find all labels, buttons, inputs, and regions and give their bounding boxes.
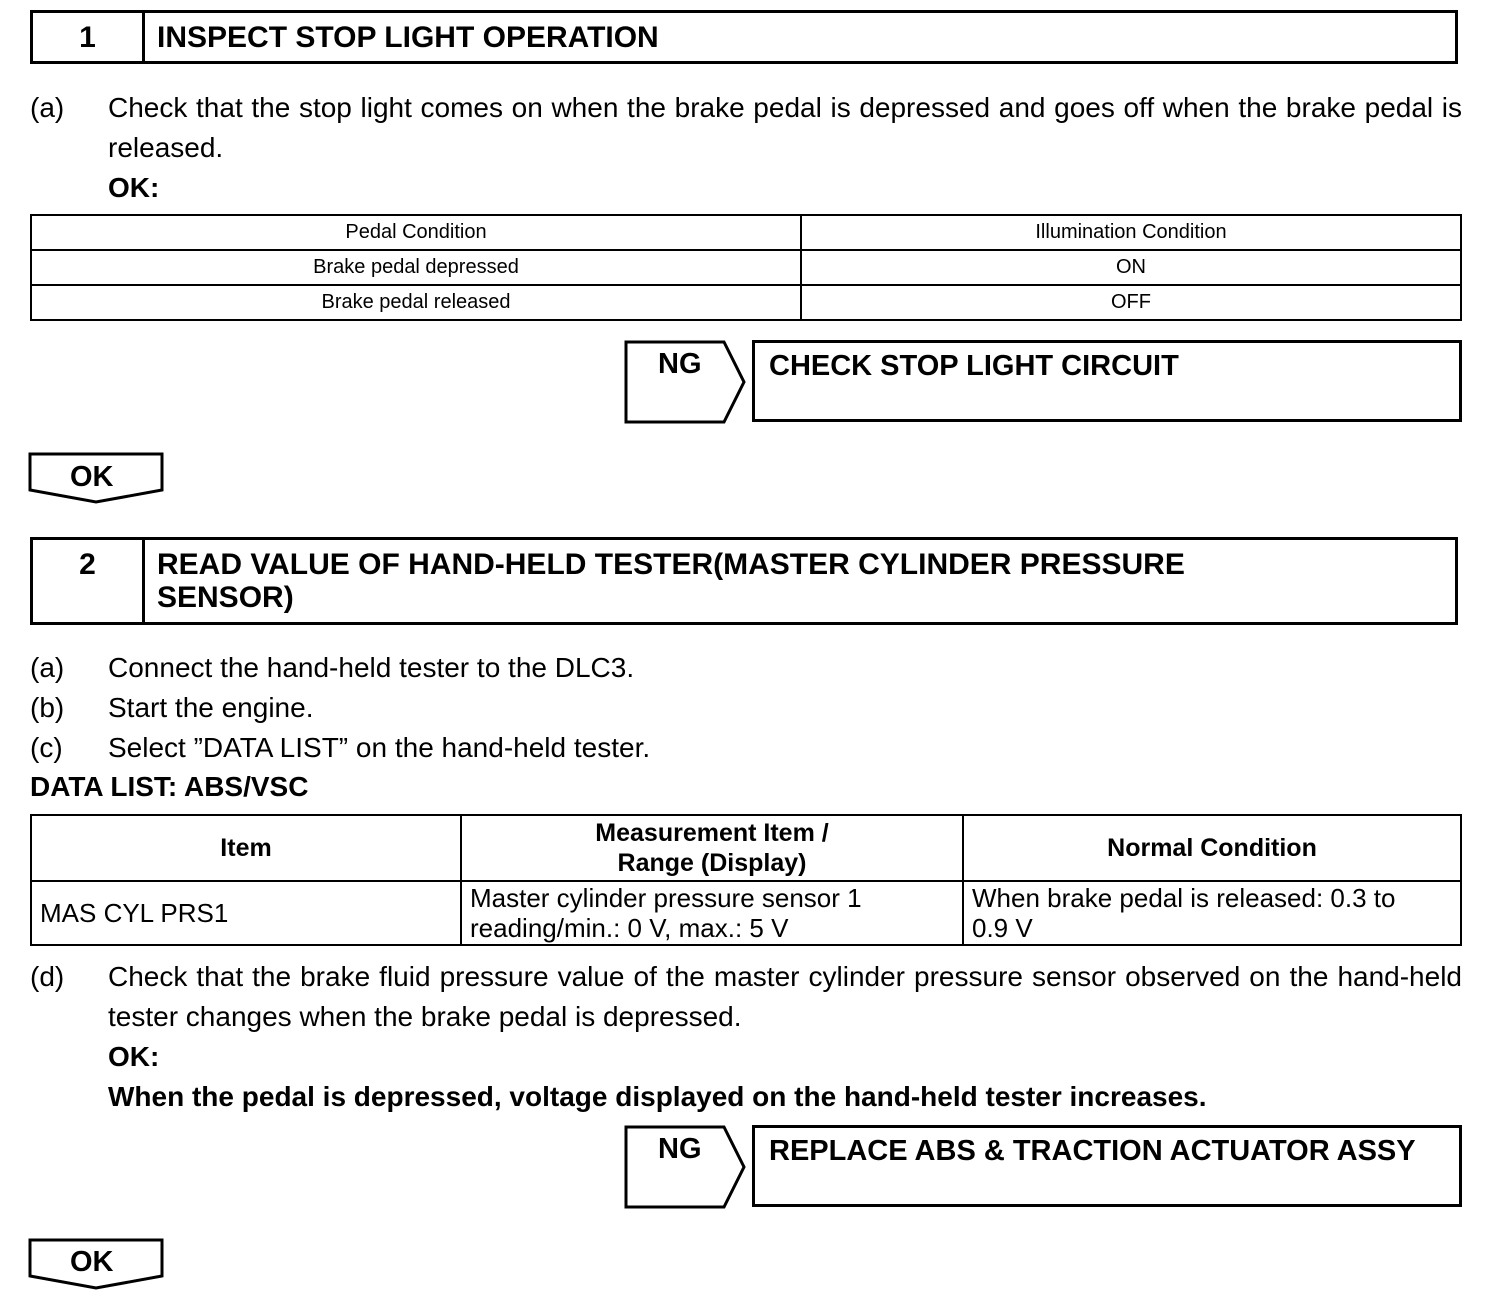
step-1-header bbox=[30, 10, 1458, 64]
cell-line: reading/min.: 0 V, max.: 5 V bbox=[470, 913, 789, 943]
table-header: Pedal Condition bbox=[31, 215, 801, 250]
table-cell: MAS CYL PRS1 bbox=[31, 881, 461, 945]
instruction-text: Check that the stop light comes on when the brake pedal is depressed and goes off when the brake pedal is released. bbox=[108, 92, 1462, 163]
ok-label: OK: bbox=[108, 1041, 160, 1072]
step-2-header bbox=[30, 537, 1458, 625]
instruction-text: Start the engine. bbox=[108, 692, 314, 723]
table-row bbox=[31, 285, 1461, 320]
item-label: (a) bbox=[30, 92, 65, 123]
step-title-line: SENSOR) bbox=[157, 581, 294, 614]
table-cell bbox=[461, 881, 963, 945]
table-cell: Brake pedal depressed bbox=[31, 250, 801, 285]
ok-arrow-label: OK bbox=[70, 1246, 114, 1278]
instruction-text: Connect the hand-held tester to the DLC3. bbox=[108, 652, 635, 683]
ok-label: OK: bbox=[108, 172, 160, 203]
ng-label: NG bbox=[658, 1133, 702, 1165]
item-label: (d) bbox=[30, 961, 65, 992]
ng-result-box: REPLACE ABS & TRACTION ACTUATOR ASSY bbox=[752, 1125, 1462, 1207]
step-title: INSPECT STOP LIGHT OPERATION bbox=[157, 21, 659, 54]
table-header: Illumination Condition bbox=[801, 215, 1461, 250]
table-header: Item bbox=[31, 815, 461, 881]
header-line: Measurement Item / bbox=[595, 819, 829, 847]
table-row bbox=[31, 250, 1461, 285]
table-header: Normal Condition bbox=[963, 815, 1461, 881]
item-label: (b) bbox=[30, 692, 65, 723]
table-row bbox=[31, 881, 1461, 945]
instruction-text: Check that the brake fluid pressure value of the master cylinder pressure sensor observed on the hand-held tester changes when the brake pedal is depressed. bbox=[108, 961, 1462, 1032]
table-cell: ON bbox=[801, 250, 1461, 285]
table-cell bbox=[963, 881, 1461, 945]
stop-light-table bbox=[30, 214, 1462, 321]
data-list-title: DATA LIST: ABS/VSC bbox=[30, 771, 309, 802]
step-title-line: READ VALUE OF HAND-HELD TESTER(MASTER CYLINDER PRESSURE bbox=[157, 548, 1185, 581]
cell-line: Master cylinder pressure sensor 1 bbox=[470, 883, 862, 913]
step-number: 2 bbox=[33, 540, 145, 622]
ng-result-box: CHECK STOP LIGHT CIRCUIT bbox=[752, 340, 1462, 422]
header-line: Range (Display) bbox=[617, 849, 807, 877]
data-list-table bbox=[30, 814, 1462, 946]
step-number: 1 bbox=[33, 13, 145, 61]
table-header bbox=[461, 815, 963, 881]
ng-label: NG bbox=[658, 348, 702, 380]
cell-line: 0.9 V bbox=[972, 913, 1033, 943]
instruction-text: Select ”DATA LIST” on the hand-held tester. bbox=[108, 732, 651, 763]
step-title bbox=[145, 540, 1455, 622]
ok-condition: When the pedal is depressed, voltage displayed on the hand-held tester increases. bbox=[108, 1081, 1207, 1112]
item-label: (c) bbox=[30, 732, 63, 763]
table-cell: Brake pedal released bbox=[31, 285, 801, 320]
item-label: (a) bbox=[30, 652, 65, 683]
table-cell: OFF bbox=[801, 285, 1461, 320]
cell-line: When brake pedal is released: 0.3 to bbox=[972, 883, 1396, 913]
ok-arrow-label: OK bbox=[70, 461, 114, 493]
